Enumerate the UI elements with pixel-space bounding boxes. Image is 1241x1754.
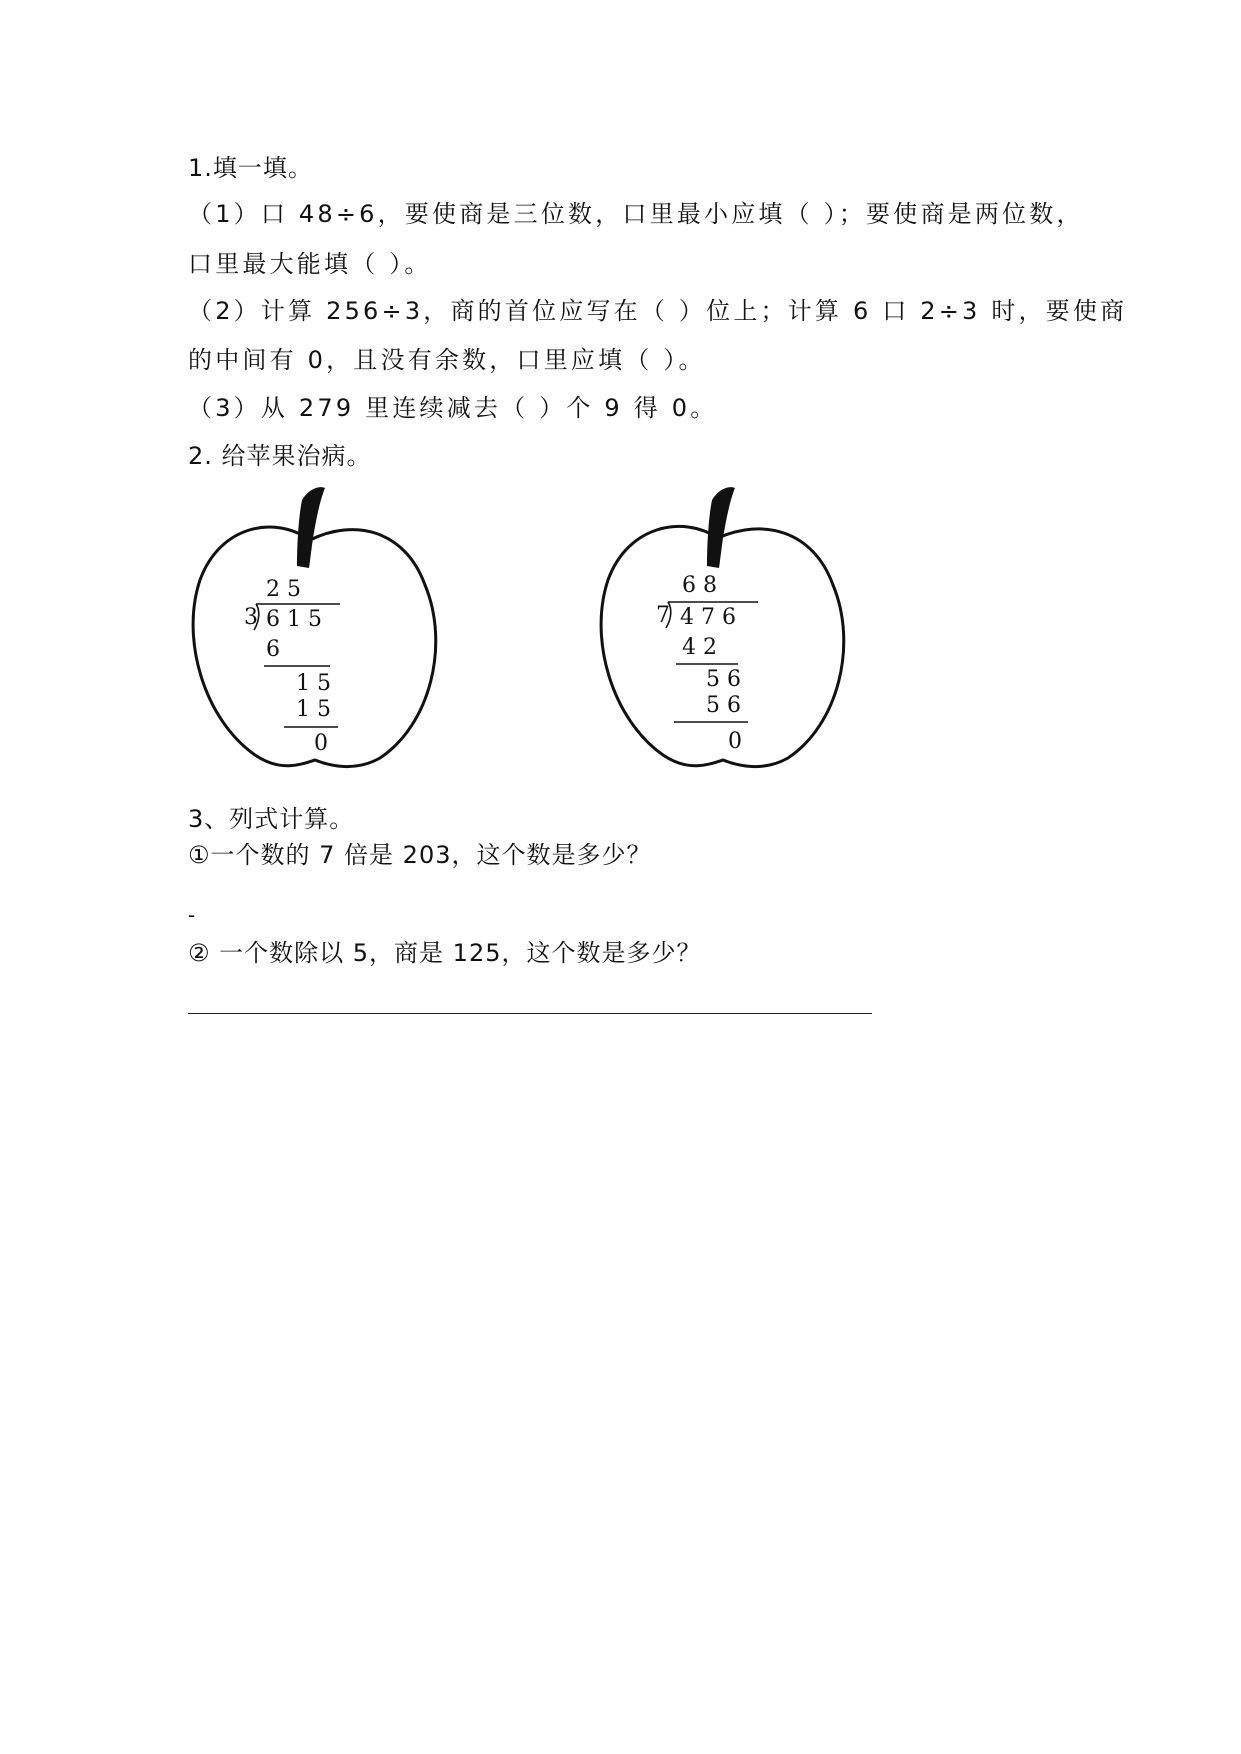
apple-1-illustration bbox=[180, 480, 440, 780]
question-3-1: ①一个数的 7 倍是 203，这个数是多少？ bbox=[188, 841, 652, 869]
apple-2-quotient: 6 8 bbox=[682, 573, 717, 598]
question-1-3-line1: （3）从 279 里连续减去（ ）个 9 得 0。 bbox=[188, 394, 718, 422]
section2-title: 2. 给苹果治病。 bbox=[188, 442, 372, 470]
apple-2-remainder: 0 bbox=[728, 729, 742, 754]
apple-1-stem bbox=[297, 487, 325, 568]
question-1-1-line1: （1）口 48÷6，要使商是三位数，口里最小应填（ ）；要使商是两位数， bbox=[188, 200, 1084, 228]
apple-2-stem bbox=[707, 487, 735, 568]
apple-2-outline bbox=[601, 526, 844, 766]
apple-2-illustration bbox=[588, 480, 848, 780]
question-1-2-line1: （2）计算 256÷3，商的首位应写在（ ）位上；计算 6 口 2÷3 时，要使商 bbox=[188, 297, 1128, 325]
apple-2-step3: 5 6 bbox=[706, 693, 741, 718]
question-1-2-line2: 的中间有 0，且没有余数，口里应填（ ）。 bbox=[188, 346, 706, 374]
apple-1-step3: 1 5 bbox=[296, 697, 331, 722]
apple-1-quotient: 2 5 bbox=[266, 577, 301, 602]
apple-1-divisor: 3 bbox=[244, 605, 258, 630]
apple-1-dividend: 6 1 5 bbox=[266, 607, 322, 632]
apple-2-step2: 5 6 bbox=[706, 667, 741, 692]
apple-2-dividend: 4 7 6 bbox=[680, 605, 736, 630]
stray-dash: - bbox=[188, 903, 196, 927]
question-1-1-line2: 口里最大能填（ ）。 bbox=[188, 250, 432, 278]
apple-2-divisor: 7 bbox=[656, 603, 670, 628]
apple-1-drawing bbox=[180, 480, 440, 780]
apple-2-step1: 4 2 bbox=[682, 635, 717, 660]
section3-title: 3、列式计算。 bbox=[188, 805, 355, 833]
apple-1-remainder: 0 bbox=[314, 731, 328, 756]
apple-2-drawing bbox=[588, 480, 848, 780]
apple-1-step2: 1 5 bbox=[296, 671, 331, 696]
apple-1-step1: 6 bbox=[266, 637, 280, 662]
answer-line bbox=[188, 1013, 872, 1014]
question-3-2: ② 一个数除以 5，商是 125，这个数是多少？ bbox=[188, 939, 702, 967]
section1-title: 1.填一填。 bbox=[188, 154, 313, 182]
